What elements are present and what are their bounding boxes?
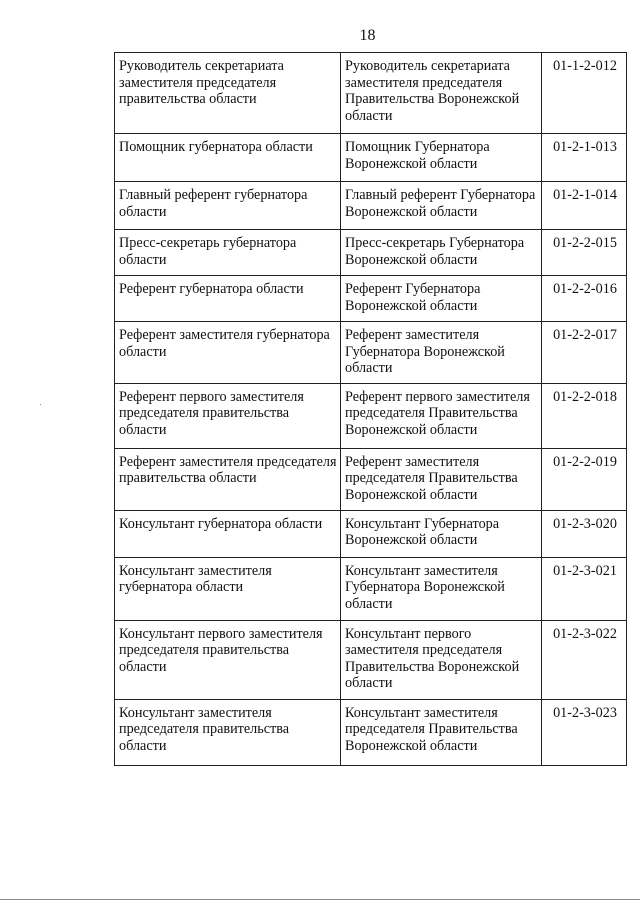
full-position-cell: Референт первого заместителя председателя Правительства Воронежской области xyxy=(341,383,542,448)
regional-position-cell: Руководитель секретариата заместителя председателя правительства области xyxy=(115,53,341,134)
position-code-cell: 01-2-1-014 xyxy=(542,182,627,230)
position-code-cell: 01-2-2-017 xyxy=(542,322,627,384)
regional-position-cell: Консультант заместителя губернатора области xyxy=(115,557,341,620)
position-code-cell: 01-2-3-020 xyxy=(542,510,627,557)
position-code-cell: 01-2-2-018 xyxy=(542,383,627,448)
regional-position-cell: Консультант первого заместителя председателя правительства области xyxy=(115,620,341,699)
full-position-cell: Пресс-секретарь Губернатора Воронежской области xyxy=(341,230,542,276)
scan-artifact-dot xyxy=(40,404,41,405)
position-code-cell: 01-2-1-013 xyxy=(542,134,627,182)
full-position-cell: Референт заместителя Губернатора Воронежской области xyxy=(341,322,542,384)
page-bottom-edge xyxy=(0,899,640,900)
position-code-cell: 01-2-3-021 xyxy=(542,557,627,620)
regional-position-cell: Референт заместителя губернатора области xyxy=(115,322,341,384)
table-row xyxy=(115,230,627,276)
regional-position-cell: Пресс-секретарь губернатора области xyxy=(115,230,341,276)
regional-position-cell: Референт заместителя председателя правительства области xyxy=(115,448,341,510)
full-position-cell: Референт заместителя председателя Правительства Воронежской области xyxy=(341,448,542,510)
full-position-cell: Консультант заместителя Губернатора Воронежской области xyxy=(341,557,542,620)
position-code-cell: 01-2-2-019 xyxy=(542,448,627,510)
position-code-cell: 01-2-2-016 xyxy=(542,276,627,322)
table-row xyxy=(115,182,627,230)
page-number: 18 xyxy=(359,27,376,44)
regional-position-cell: Референт губернатора области xyxy=(115,276,341,322)
table-row xyxy=(115,53,627,134)
position-code-cell: 01-2-2-015 xyxy=(542,230,627,276)
regional-position-cell: Главный референт губернатора области xyxy=(115,182,341,230)
full-position-cell: Помощник Губернатора Воронежской области xyxy=(341,134,542,182)
regional-position-cell: Помощник губернатора области xyxy=(115,134,341,182)
full-position-cell: Консультант заместителя председателя Правительства Воронежской области xyxy=(341,699,542,765)
positions-table xyxy=(114,52,627,766)
table-row xyxy=(115,620,627,699)
table-body xyxy=(115,53,627,766)
regional-position-cell: Референт первого заместителя председателя правительства области xyxy=(115,383,341,448)
table-row xyxy=(115,699,627,765)
table-row xyxy=(115,448,627,510)
table-row xyxy=(115,134,627,182)
full-position-cell: Консультант Губернатора Воронежской области xyxy=(341,510,542,557)
table-row xyxy=(115,510,627,557)
regional-position-cell: Консультант заместителя председателя правительства области xyxy=(115,699,341,765)
full-position-cell: Главный референт Губернатора Воронежской области xyxy=(341,182,542,230)
full-position-cell: Консультант первого заместителя председателя Правительства Воронежской области xyxy=(341,620,542,699)
full-position-cell: Референт Губернатора Воронежской области xyxy=(341,276,542,322)
table-row xyxy=(115,276,627,322)
position-code-cell: 01-2-3-023 xyxy=(542,699,627,765)
table-row xyxy=(115,383,627,448)
full-position-cell: Руководитель секретариата заместителя председателя Правительства Воронежской области xyxy=(341,53,542,134)
regional-position-cell: Консультант губернатора области xyxy=(115,510,341,557)
table-row xyxy=(115,322,627,384)
position-code-cell: 01-1-2-012 xyxy=(542,53,627,134)
table-row xyxy=(115,557,627,620)
position-code-cell: 01-2-3-022 xyxy=(542,620,627,699)
